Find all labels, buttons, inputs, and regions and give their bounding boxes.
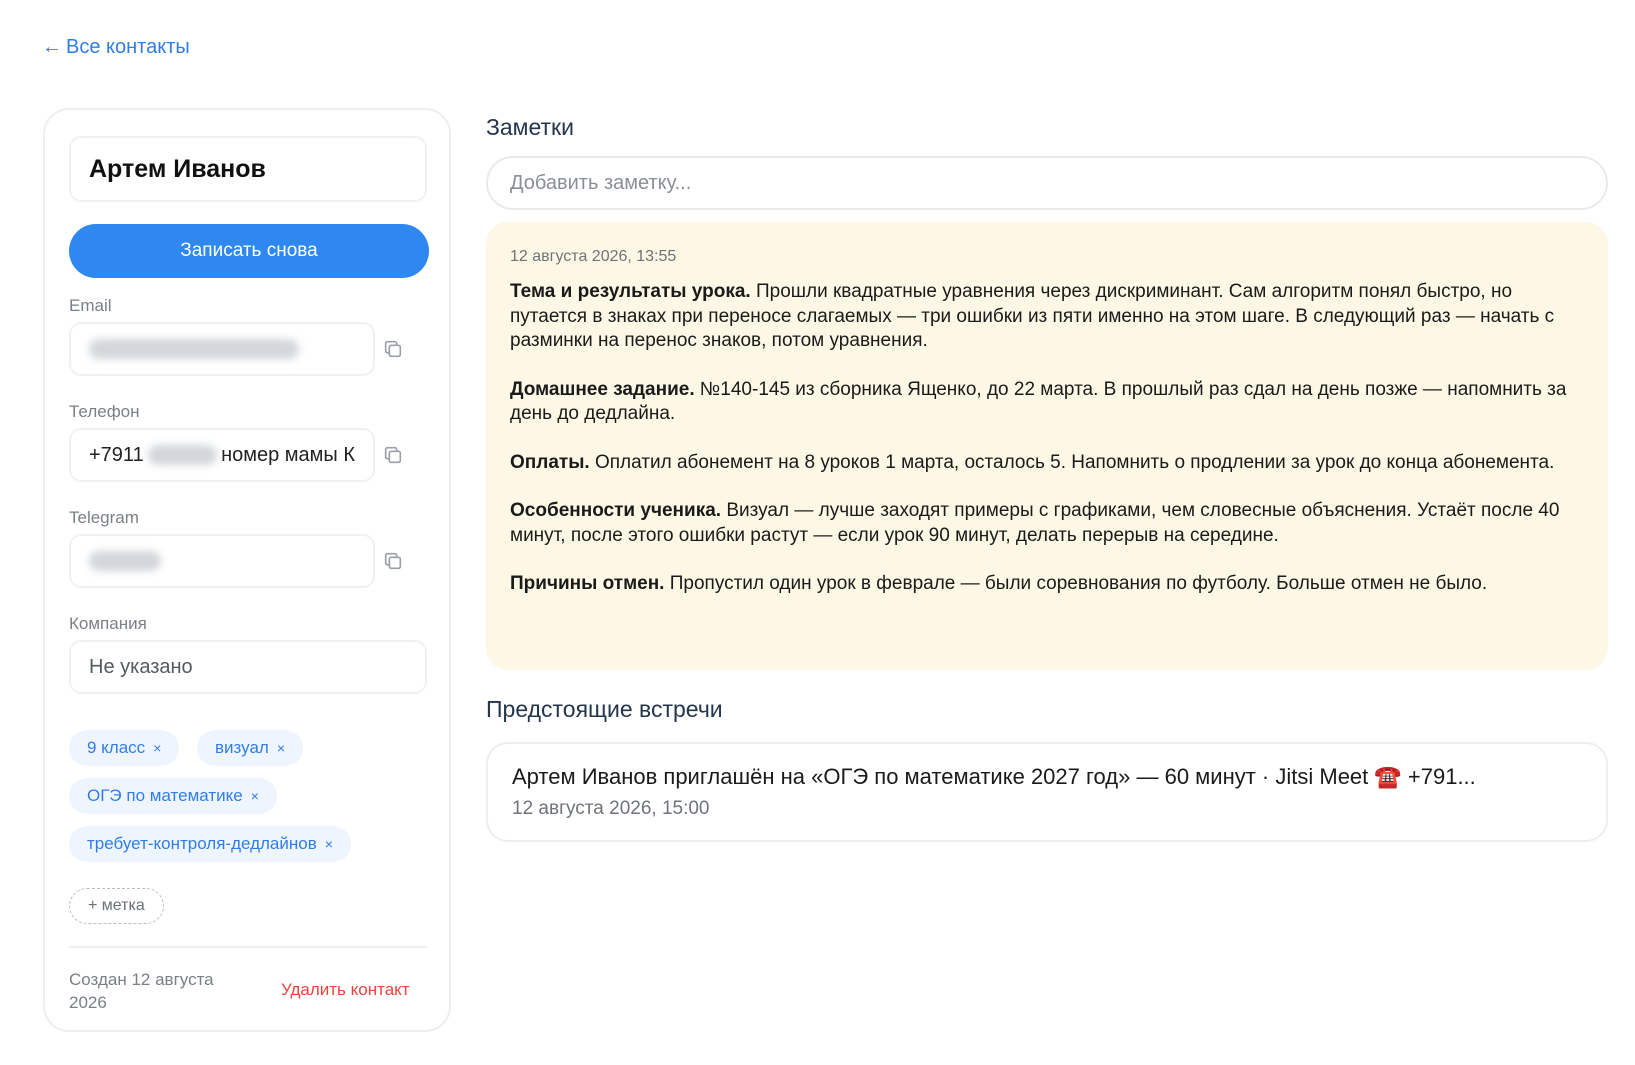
copy-telegram-icon[interactable] [382,550,404,572]
add-note-input[interactable] [486,156,1608,210]
note-text: Пропустил один урок в феврале — были соревнования по футболу. Больше отмен не было. [669,573,1488,594]
note-text: №140-145 из сборника Ященко, до 22 марта. В прошлый раз сдал на день позже — напомнить за день до дедлайна. [510,378,1567,424]
note-paragraph [510,280,1584,354]
remove-tag-icon[interactable]: × [153,740,162,756]
company-field[interactable] [69,640,427,694]
add-tag-button[interactable]: + метка [69,888,164,924]
company-label: Компания [69,614,147,633]
rebook-button[interactable]: Записать снова [69,224,429,278]
contact-name: Артем Иванов [89,154,266,183]
note-card [486,222,1608,670]
note-paragraph [510,572,1584,597]
company-value: Не указано [89,655,193,678]
remove-tag-icon[interactable]: × [324,836,333,852]
note-date: 12 августа 2026, 13:55 [510,248,677,265]
note-heading: Домашнее задание. [510,378,695,400]
notes-title: Заметки [486,114,574,140]
note-heading: Оплаты. [510,451,590,473]
contact-card [43,108,451,1032]
copy-phone-icon[interactable] [382,444,404,466]
note-heading: Особенности ученика. [510,500,722,521]
note-text: Прошли квадратные уравнения через дискриминант. Сам алгоритм понял быстро, но путается в знаках при переносе слагаемых — три ошибки из пяти именно на этом шаге. В следующий раз — начать с разминки на перенос знаков, потом уравнения. [510,281,1555,351]
telegram-field[interactable] [69,534,375,588]
created-date: Создан 12 августа 2026 [69,970,214,1012]
meeting-date: 12 августа 2026, 15:00 [512,798,710,819]
card-divider [69,946,427,948]
tag-chip[interactable] [69,730,179,766]
back-to-contacts-link[interactable] [42,36,190,59]
meeting-title: Артем Иванов приглашён на «ОГЭ по математике 2027 год» — 60 минут · Jitsi Meet ☎️ +791... [512,764,1476,789]
phone-prefix: +7911 [89,443,144,466]
telegram-label: Telegram [69,508,139,527]
copy-email-icon[interactable] [382,338,404,360]
tag-label: требует-контроля-дедлайнов [87,834,317,853]
note-text: Визуал — лучше заходят примеры с графиками, чем словесные объяснения. Устаёт после 40 минут, после этого ошибки растут — если урок 90 минут, делать перерыв на середине. [510,500,1560,546]
tag-chip[interactable] [197,730,303,766]
note-heading: Причины отмен. [510,573,665,594]
note-paragraph [510,499,1584,548]
email-field[interactable] [69,322,375,376]
back-link-label: Все контакты [66,36,190,58]
phone-suffix: номер мамы К [221,443,355,466]
upcoming-meetings-title: Предстоящие встречи [486,696,723,722]
remove-tag-icon[interactable]: × [276,740,286,756]
telegram-redacted-value [89,551,161,571]
tag-chip[interactable] [69,826,351,862]
note-heading: Тема и результаты урока. [510,281,751,302]
email-redacted-value [89,339,299,359]
back-arrow-icon: ← [42,36,62,58]
tag-chip[interactable] [69,778,277,814]
contact-name-field[interactable] [69,136,427,202]
note-paragraph [510,451,1584,476]
meeting-card[interactable] [486,742,1608,842]
phone-field[interactable] [69,428,375,482]
note-paragraph [510,378,1584,427]
tag-label: 9 класс [87,738,146,757]
note-text: Оплатил абонемент на 8 уроков 1 марта, осталось 5. Напомнить о продлении за урок до конца абонемента. [594,451,1555,473]
email-label: Email [69,296,112,315]
phone-redacted-digits [148,445,217,465]
delete-contact-button[interactable]: Удалить контакт [281,980,410,999]
phone-label: Телефон [69,402,140,421]
tag-label: ОГЭ по математике [87,786,243,805]
remove-tag-icon[interactable]: × [250,788,259,804]
tag-label: визуал [215,738,269,757]
